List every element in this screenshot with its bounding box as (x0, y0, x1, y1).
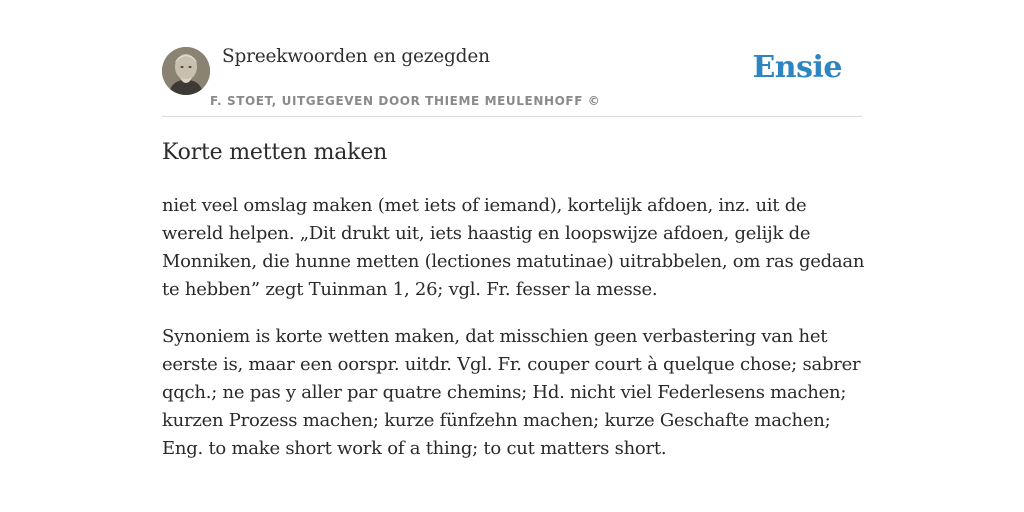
entry-title: Korte metten maken (162, 140, 388, 165)
source-title[interactable]: Spreekwoorden en gezegden (222, 46, 490, 67)
ensie-logo[interactable]: Ensie (752, 50, 842, 85)
entry-paragraph: Synoniem is korte wetten maken, dat misschien geen verbastering van het eerste is, maar een oorspr. uitdr. Vgl. Fr. couper court à quelque chose; sabrer qqch.; ne pas y aller par quatre chemins; Hd. nicht viel Federlesens machen; kurzen Prozess machen; kurze fünfzehn machen; kurze Geschafte machen; Eng. to make short work of a thing; to cut matters short. (162, 326, 861, 459)
entry-paragraph: niet veel omslag maken (met iets of iemand), kortelijk afdoen, inz. uit de wereld helpen. „Dit drukt uit, iets haastig en loopswijze afdoen, gelijk de Monniken, die hunne metten (lectiones matutinae) uitrabbelen, om ras gedaan te hebben” zegt Tuinman 1, 26; vgl. Fr. fesser la messe. (162, 195, 865, 300)
entry-body (162, 192, 866, 482)
author-avatar-icon[interactable] (162, 47, 210, 95)
entry-card (162, 40, 865, 459)
source-credit: F. STOET, UITGEGEVEN DOOR THIEME MEULENHOFF © (210, 94, 601, 108)
source-header (162, 40, 862, 117)
